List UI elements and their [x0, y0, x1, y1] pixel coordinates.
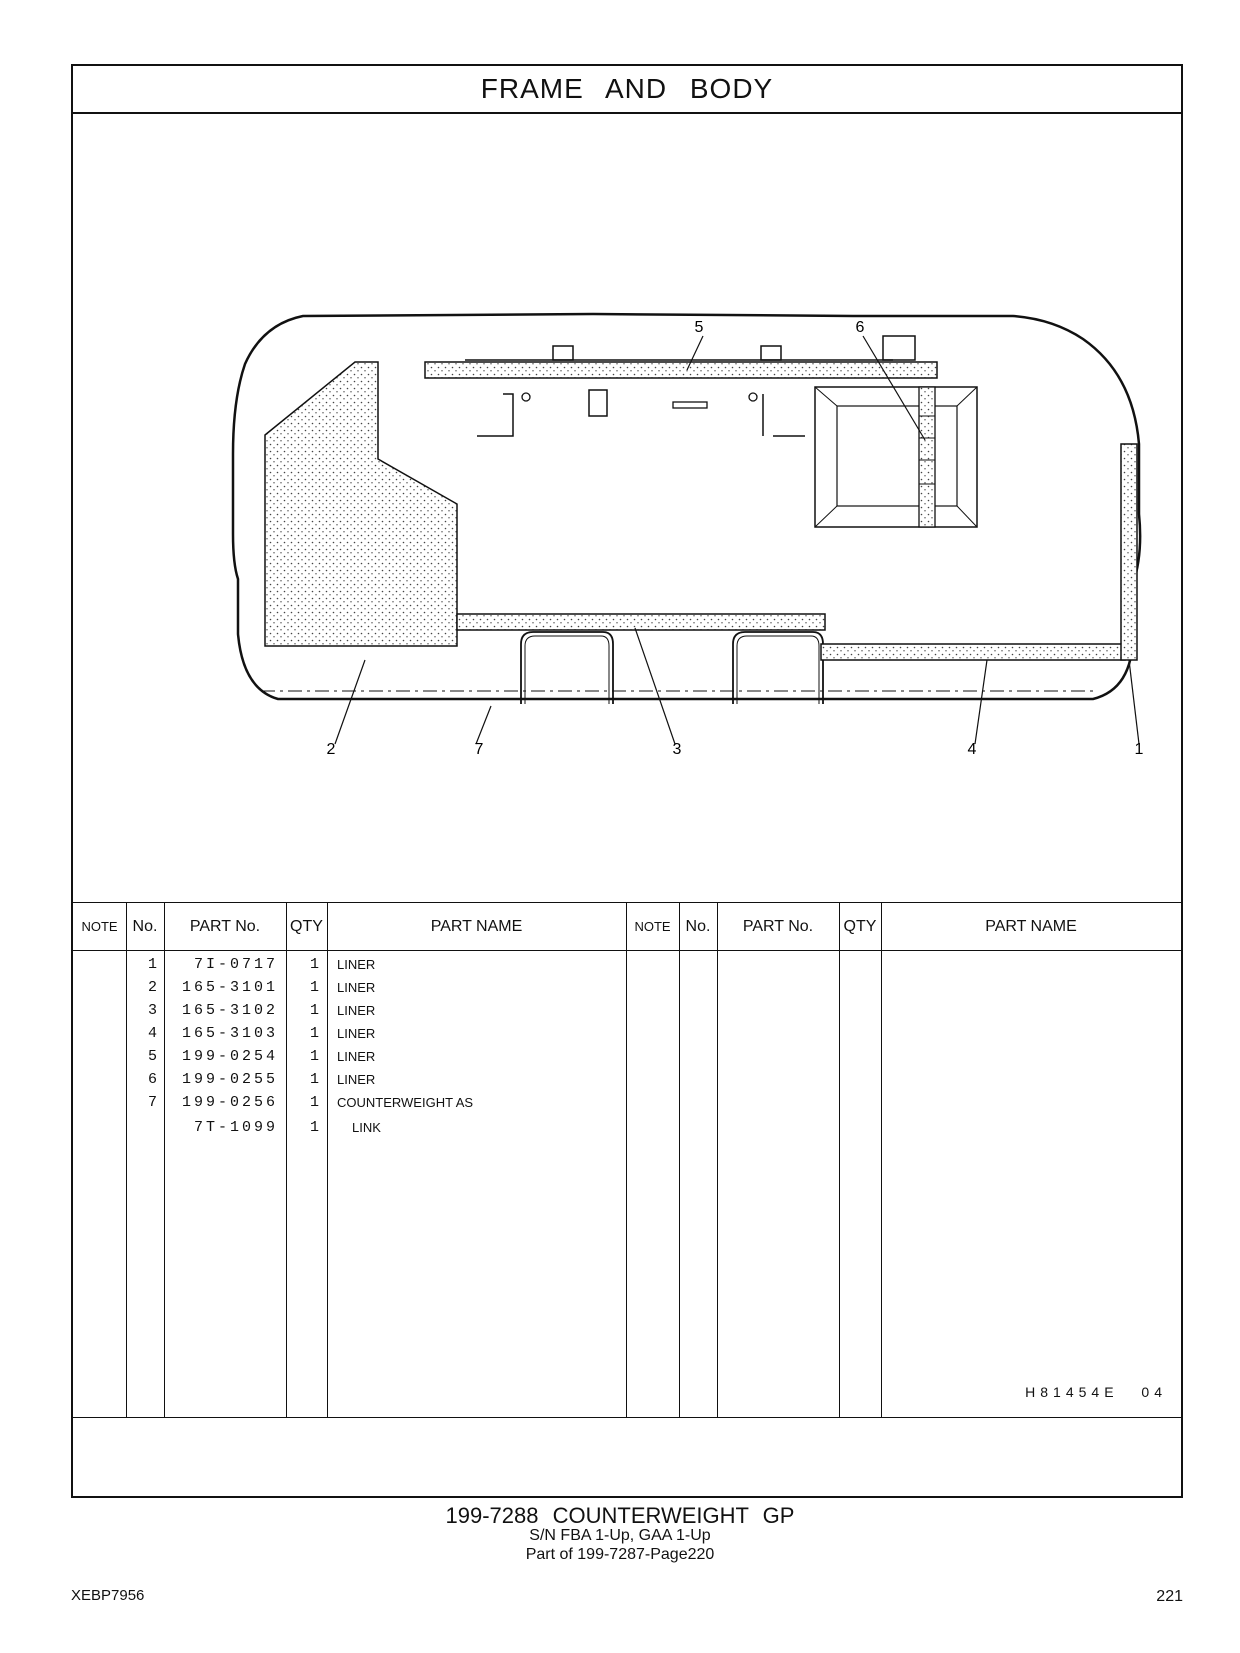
callout-6: 6 — [855, 319, 865, 336]
header-part-name-2: PART NAME — [985, 917, 1077, 935]
callout-7: 7 — [474, 741, 484, 758]
header-no-2: No. — [685, 917, 711, 935]
exploded-view-drawing — [73, 114, 1181, 902]
header-part-name: PART NAME — [430, 917, 523, 935]
header-qty: QTY — [290, 917, 323, 935]
row-part-no: 7T-1099 — [193, 1119, 278, 1136]
row-qty: 1 — [309, 1002, 319, 1019]
page-title: FRAME AND BODY — [73, 66, 1181, 114]
page-number: 221 — [1156, 1588, 1183, 1605]
parts-table — [73, 902, 1181, 1418]
row-qty: 1 — [309, 1048, 319, 1065]
document-id: XEBP7956 — [71, 1587, 145, 1604]
row-part-no: 7I-0717 — [193, 956, 278, 973]
header-note-2: NOTE — [634, 919, 671, 934]
callout-3: 3 — [672, 741, 682, 758]
liner-1 — [1121, 444, 1137, 660]
part-of-reference: Part of 199-7287-Page220 — [525, 1546, 715, 1563]
row-qty: 1 — [309, 1025, 319, 1042]
row-no: 2 — [147, 979, 157, 996]
header-part-no-2: PART No. — [742, 917, 814, 935]
row-no — [126, 1116, 157, 1139]
row-part-no: 199-0255 — [181, 1071, 278, 1088]
row-part-name: LINER — [337, 1026, 376, 1041]
row-qty: 1 — [309, 979, 319, 996]
callout-2: 2 — [326, 741, 336, 758]
row-no: 6 — [147, 1071, 157, 1088]
header-qty-2: QTY — [843, 917, 877, 935]
liner-2 — [265, 362, 457, 646]
row-part-name: COUNTERWEIGHT AS — [337, 1095, 474, 1110]
callout-1: 1 — [1134, 741, 1144, 758]
row-no: 3 — [147, 1002, 157, 1019]
row-qty: 1 — [309, 1071, 319, 1088]
row-part-name: LINER — [337, 957, 376, 972]
row-qty: 1 — [309, 1094, 319, 1111]
row-no: 1 — [147, 956, 157, 973]
counterweight-diagram — [73, 114, 1181, 902]
liner-4 — [821, 644, 1125, 660]
row-no: 5 — [147, 1048, 157, 1065]
header-part-no: PART No. — [189, 917, 261, 935]
row-part-no: 165-3103 — [181, 1025, 278, 1042]
parts-sheet-frame — [71, 64, 1183, 1498]
table-header-row — [73, 903, 1181, 951]
row-part-no: 199-0254 — [181, 1048, 278, 1065]
liner-6 — [919, 387, 935, 527]
row-no: 4 — [147, 1025, 157, 1042]
group-title: 199-7288 COUNTERWEIGHT GP — [445, 1503, 795, 1528]
row-part-name: LINK — [352, 1120, 381, 1135]
callout-4: 4 — [967, 741, 977, 758]
row-part-name: LINER — [337, 1072, 376, 1087]
row-part-no: 165-3102 — [181, 1002, 278, 1019]
row-part-no: 199-0256 — [181, 1094, 278, 1111]
row-qty: 1 — [309, 1119, 319, 1136]
header-note: NOTE — [81, 919, 118, 934]
row-part-name: LINER — [337, 1003, 376, 1018]
row-part-name: LINER — [337, 1049, 376, 1064]
liner-5 — [425, 362, 937, 378]
row-part-no: 165-3101 — [181, 979, 278, 996]
liner-3 — [457, 614, 825, 630]
serial-range: S/N FBA 1-Up, GAA 1-Up — [529, 1527, 711, 1544]
row-qty: 1 — [309, 956, 319, 973]
row-part-name: LINER — [337, 980, 376, 995]
row-no: 7 — [147, 1094, 157, 1111]
drawing-reference: H81454E 04 — [1025, 1384, 1167, 1400]
header-no: No. — [132, 917, 158, 935]
callout-5: 5 — [694, 319, 704, 336]
